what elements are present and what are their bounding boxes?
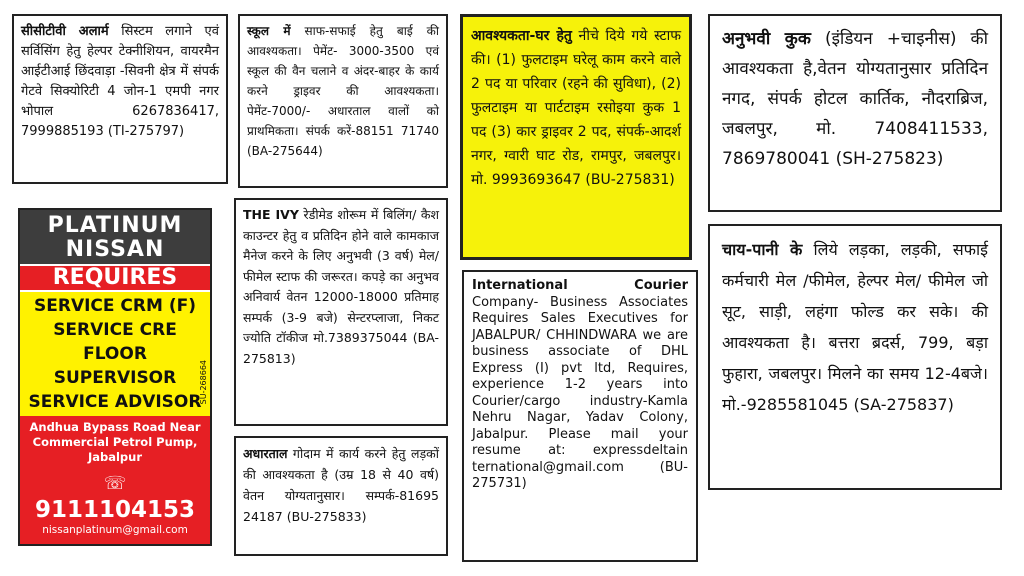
ad-body: (इंडियन +चाइनीस) की आवश्यकता है,वेतन योग्यतानुसार प्रतिदिन नगद, संपर्क होटल कार्तिक, नौदराब्रिज, जबलपुर, मो. 7408411533, 7869780041 (SH-275823) [722,29,988,169]
ad-text [21,22,219,142]
ad-heading: THE IVY [243,207,299,222]
phone-number: 9111104153 [34,497,196,523]
ad-cook [708,14,1002,212]
ad-heading: अनुभवी कुक [722,29,811,49]
brand-line1: PLATINUM [47,213,183,238]
ad-heading: International Courier [472,278,688,293]
ad-text [722,234,988,420]
ad-text [243,443,439,527]
ad-godown [234,436,448,556]
ad-body: गोदाम में कार्य करने हेतु लड़कों की आवश्यकता है (उम्र 18 से 40 वर्ष) वेतन योग्यतानुसार। सम्पर्क-81695 24187 (BU-275833) [243,446,439,524]
ad-body: रेडीमेड शोरूम में बिलिंग/ कैश काउन्टर हेतु व प्रतिदिन होने वाले कामकाज मैनेज करने के लिए अनुभवी (3 वर्ष) मेल/फीमेल स्टाफ की जरूरत। कपड़े का अनुभव अनिवार्य वेतन 12000-18000 प्रतिमाह सम्पर्क (3-9 बजे) सेन्टरप्लाजा, निकट ज्योति टॉकीज मो.7389375044 (BA-275813) [243,207,440,366]
ad-courier [462,270,698,562]
nissan-address: Andhua Bypass Road Near Commercial Petrol Pump, Jabalpur [29,420,201,464]
ad-home-staff [460,14,692,260]
ad-heading: सीसीटीवी अलार्म [21,24,109,39]
ad-school [238,14,448,188]
requires-label: REQUIRES [20,264,210,292]
ad-heading: आवश्यकता-घर हेतु [471,28,572,44]
ad-text [247,21,439,161]
ad-heading: अधारताल [243,446,288,461]
ad-heading: स्कूल में [247,24,291,38]
ad-text [722,24,988,174]
ad-heading: चाय-पानी के [722,240,803,259]
ad-text [472,278,688,493]
ad-the-ivy [234,198,448,426]
position-item: SERVICE CRE [53,320,177,340]
ad-cctv [12,14,228,184]
position-item: SERVICE CRM (F) [34,296,196,316]
ad-tea-staff [708,224,1002,490]
position-item: FLOOR SUPERVISOR [53,344,177,388]
nissan-brand [20,210,210,264]
phone-icon: ☏ [103,473,127,494]
ad-text [243,205,439,369]
ad-text [471,24,681,192]
ad-body: सिस्टम लगाने एवं सर्विसिंग हेतु हेल्पर टेक्नीशियन, वायरमैन आईटीआई छिंदवाड़ा -सिवनी क्षेत्र में संपर्क गेटवे सिक्योरिटी 4 जोन-1 एमपी नगर भोपाल 6267836417, 7999885193 (TI-275797) [21,24,219,139]
brand-line2: NISSAN [65,237,165,262]
nissan-email: nissanplatinum@gmail.com [42,524,188,536]
ad-body: Company- Business Associates Requires Sales Executives for JABALPUR/ CHHINDWARA we are business associate of DHL Express (I) pvt ltd, Requires, experience 1-2 years into Courier/cargo industry-Kamla Nehru Nagar, Yadav Colony, Jabalpur. Please mail your resume at: expressdeltain ternational@gmail.com (BU-275731) [472,294,688,491]
ad-body: लिये लड़का, लड़की, सफाई कर्मचारी मेल /फीमेल, हेल्पर मेल/ फीमेल जो सूट, साड़ी, लहंगा फोल्ड कर सके। की आवश्यकता है। बत्तरा ब्रदर्स, 799, बड़ा फुहारा, जबलपुर। मिलने का समय 12-4बजे। मो.-9285581045 (SA-275837) [722,240,989,414]
ad-code: SU-268664 [199,360,208,405]
ad-body: नीचे दिये गये स्टाफ की। (1) फुलटाइम घरेलू काम करने वाले 2 पद या परिवार (रहने की सुविधा), (2) फुलटाइम या पार्टटाइम रसोइया कुक 1 पद (3) कार ड्राइवर 2 पद, संपर्क-आदर्श नगर, ग्वारी घाट रोड, रामपुर, जबलपुर। मो. 9993693647 (BU-275831) [471,28,681,188]
position-item: SERVICE ADVISOR [28,392,202,412]
ad-body: साफ-सफाई हेतु बाई की आवश्यकता। पेमेंट- 3000-3500 एवं स्कूल की वैन चलाने व अंदर-बाहर के कार्य करने ड्राइवर की आवश्यकता। पेमेंट-7000/- अधारताल वालों को प्राथमिकता। संपर्क करें-88151 71740 (BA-275644) [247,24,440,158]
nissan-phone [20,469,210,523]
positions-list [20,292,210,416]
ad-platinum-nissan [18,208,212,546]
